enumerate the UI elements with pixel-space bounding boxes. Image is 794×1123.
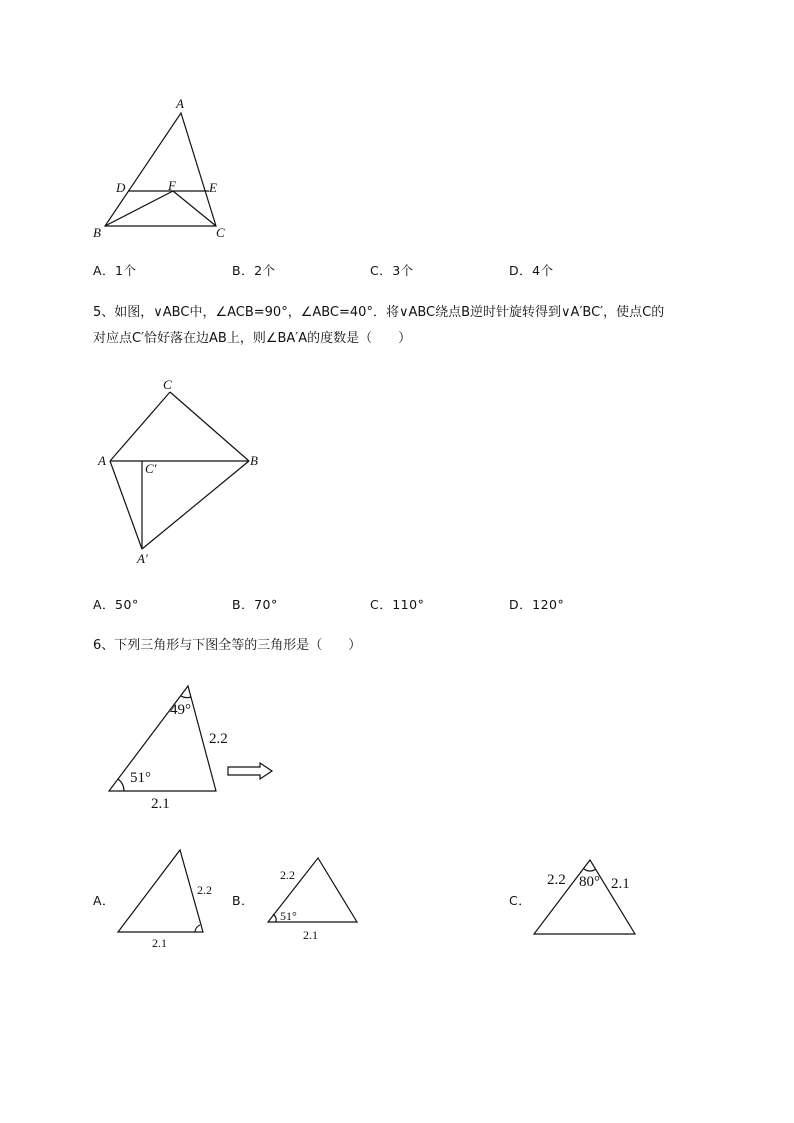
angle-label: 80° [579, 874, 600, 890]
option-c[interactable]: C．110° [370, 597, 425, 612]
q6-option-b-label[interactable]: B． [232, 893, 255, 908]
option-a[interactable]: A．50° [93, 597, 139, 612]
option-a[interactable]: A．1个 [93, 263, 137, 278]
side-bottom-label: 2.1 [152, 936, 167, 950]
q5-line-1: 5、如图，∨ABC中，∠ACB=90°，∠ABC=40°．将∨ABC绕点B逆时针旋转得到∨A′BC′，使点C的 [93, 305, 665, 320]
option-d[interactable]: D．120° [509, 597, 565, 612]
side-left-label: 2.2 [280, 868, 295, 882]
q5-line-2: 对应点C′恰好落在边AB上，则∠BA′A的度数是（ ） [93, 331, 412, 346]
option-c[interactable]: C．3个 [370, 263, 414, 278]
q6-option-c-label[interactable]: C． [509, 893, 532, 908]
label-b: B [93, 225, 101, 240]
side-left-label: 2.2 [547, 872, 566, 888]
q6-stem: 6、下列三角形与下图全等的三角形是（ ） [93, 638, 362, 653]
side-right-label: 2.1 [611, 876, 630, 892]
label-c: C [163, 377, 172, 392]
side-bottom-label: 2.1 [151, 796, 170, 812]
side-right-label: 2.2 [197, 883, 212, 897]
side-right-label: 2.2 [209, 731, 228, 747]
label-e: E [209, 180, 217, 195]
label-c-prime: C′ [145, 461, 157, 476]
label-a: A [176, 96, 184, 111]
angle-left-label: 51° [130, 770, 151, 786]
label-a: A [98, 453, 106, 468]
label-b: B [250, 453, 258, 468]
label-a-prime: A′ [137, 551, 148, 566]
option-d[interactable]: D．4个 [509, 263, 554, 278]
label-f: F [168, 178, 176, 193]
label-c: C [216, 225, 225, 240]
angle-arc [584, 869, 596, 871]
side-bottom-label: 2.1 [303, 928, 318, 942]
q6-option-a-label[interactable]: A． [93, 893, 116, 908]
angle-top-label: 49° [170, 702, 191, 718]
option-b[interactable]: B．70° [232, 597, 278, 612]
angle-label: 51° [280, 909, 297, 923]
label-d: D [116, 180, 126, 195]
option-b[interactable]: B．2个 [232, 263, 276, 278]
